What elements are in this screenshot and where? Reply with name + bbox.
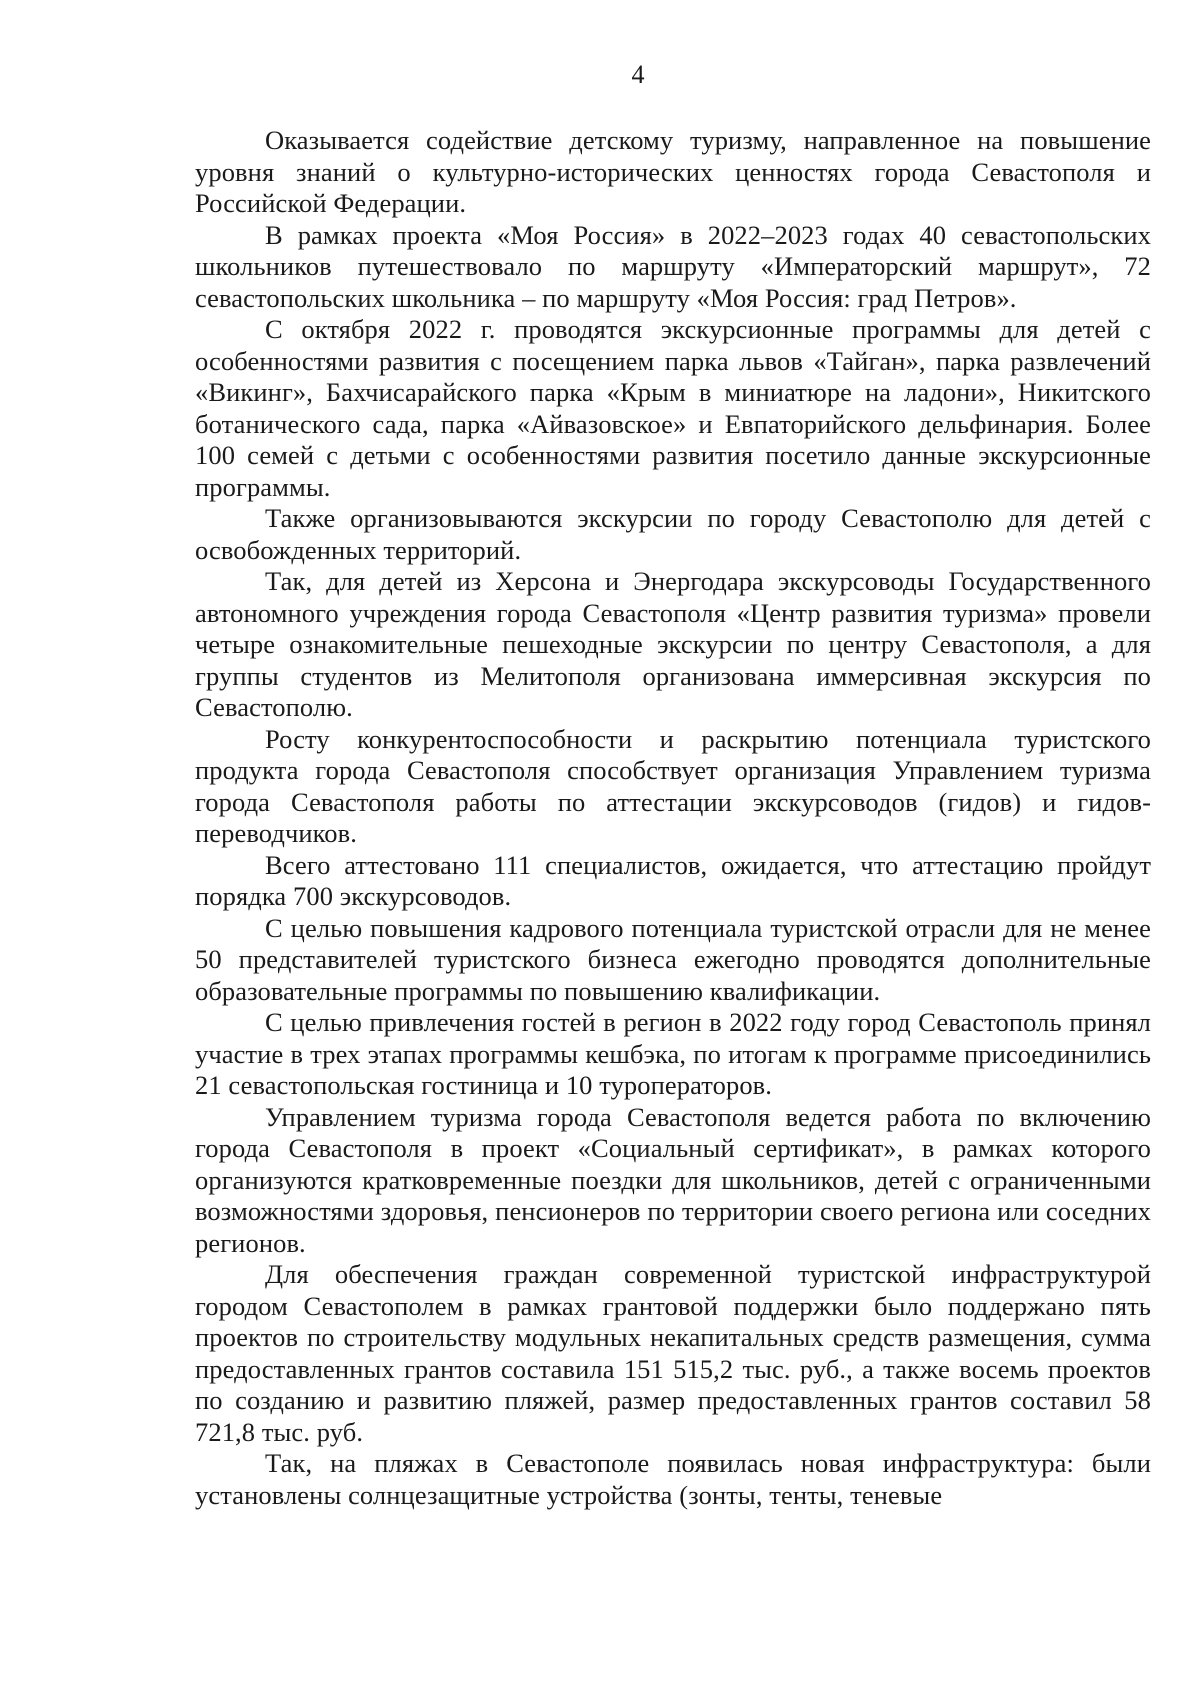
paragraph: Для обеспечения граждан современной туристской инфраструктурой городом Севастополем в рамках грантовой поддержки было поддержано пять проектов по строительству модульных некапитальных средств размещения, сумма предоставленных грантов составила 151 515,2 тыс. руб., а также восемь проектов по созданию и развитию пляжей, размер предоставленных грантов составил 58 721,8 тыс. руб.: [195, 1259, 1151, 1447]
paragraph: Также организовываются экскурсии по городу Севастополю для детей с освобожденных территорий.: [195, 503, 1151, 565]
page-number: 4: [631, 60, 645, 89]
paragraph: Так, на пляжах в Севастополе появилась новая инфраструктура: были установлены солнцезащитные устройства (зонты, тенты, теневые: [195, 1448, 1151, 1510]
paragraph: С октября 2022 г. проводятся экскурсионные программы для детей с особенностями развития с посещением парка львов «Тайган», парка развлечений «Викинг», Бахчисарайского парка «Крым в миниатюре на ладони», Никитского ботанического сада, парка «Айвазовское» и Евпаторийского дельфинария. Более 100 семей с детьми с особенностями развития посетило данные экскурсионные программы.: [195, 314, 1151, 502]
paragraph: Всего аттестовано 111 специалистов, ожидается, что аттестацию пройдут порядка 700 экскурсоводов.: [195, 849, 1151, 911]
paragraph: Управлением туризма города Севастополя ведется работа по включению города Севастополя в проект «Социальный сертификат», в рамках которого организуются кратковременные поездки для школьников, детей с ограниченными возможностями здоровья, пенсионеров по территории своего региона или соседних регионов.: [195, 1101, 1151, 1258]
paragraph: С целью повышения кадрового потенциала туристской отрасли для не менее 50 представителей туристского бизнеса ежегодно проводятся дополнительные образовательные программы по повышению квалификации.: [195, 912, 1151, 1006]
paragraph: Росту конкурентоспособности и раскрытию потенциала туристского продукта города Севастополя способствует организация Управлением туризма города Севастополя работы по аттестации экскурсоводов (гидов) и гидов-переводчиков.: [195, 723, 1151, 848]
document-body: [195, 125, 1151, 1511]
paragraph: В рамках проекта «Моя Россия» в 2022–2023 годах 40 севастопольских школьников путешествовало по маршруту «Императорский маршрут», 72 севастопольских школьника – по маршруту «Моя Россия: град Петров».: [195, 219, 1151, 313]
paragraph: Оказывается содействие детскому туризму, направленное на повышение уровня знаний о культурно-исторических ценностях города Севастополя и Российской Федерации.: [195, 125, 1151, 218]
paragraph: С целью привлечения гостей в регион в 2022 году город Севастополь принял участие в трех этапах программы кешбэка, по итогам к программе присоединились 21 севастопольская гостиница и 10 туроператоров.: [195, 1007, 1151, 1100]
paragraph: Так, для детей из Херсона и Энергодара экскурсоводы Государственного автономного учреждения города Севастополя «Центр развития туризма» провели четыре ознакомительные пешеходные экскурсии по центру Севастополя, а для группы студентов из Мелитополя организована иммерсивная экскурсия по Севастополю.: [195, 566, 1151, 722]
